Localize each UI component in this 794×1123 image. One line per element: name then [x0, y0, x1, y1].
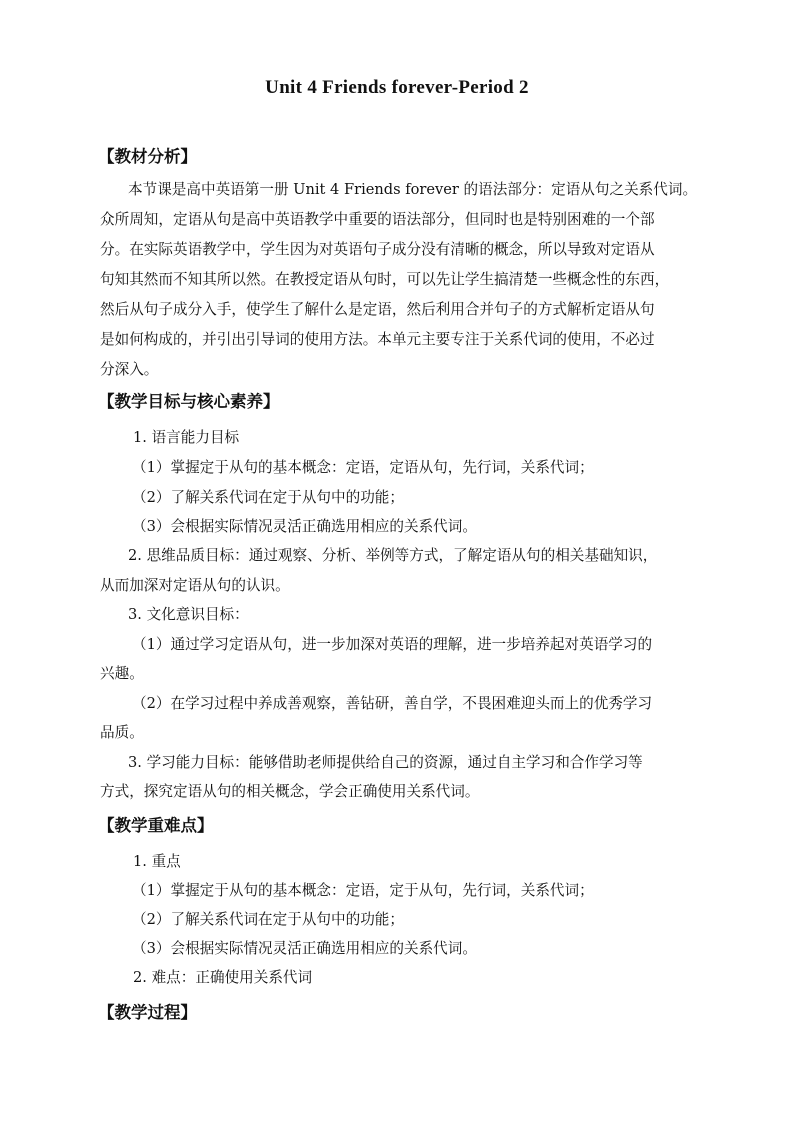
list-item-continuation: 方式，探究定语从句的相关概念，学会正确使用关系代词。 [100, 783, 480, 800]
paragraph-line: 本节课是高中英语第一册 Unit 4 Friends forever 的语法部分：定语从句之关系代词。 [128, 181, 698, 198]
list-item: 3. 学习能力目标：能够借助老师提供给自己的资源，通过自主学习和合作学习等 [128, 754, 643, 771]
list-item: （2）了解关系代词在定于从句中的功能； [132, 489, 404, 506]
paragraph-line: 分。在实际英语教学中，学生因为对英语句子成分没有清晰的概念，所以导致对定语从 [100, 241, 655, 258]
paragraph-line: 众所周知，定语从句是高中英语教学中重要的语法部分，但同时也是特别困难的一个部 [100, 211, 655, 228]
list-item: 2. 思维品质目标：通过观察、分析、举例等方式，了解定语从句的相关基础知识， [128, 547, 658, 564]
list-item: 2. 难点：正确使用关系代词 [133, 969, 313, 986]
list-item: 3. 文化意识目标： [128, 606, 249, 623]
list-item: （1）掌握定于从句的基本概念：定语，定语从句，先行词，关系代词； [132, 459, 594, 476]
section-heading-key-points: 【教学重难点】 [98, 816, 214, 835]
list-item: （3）会根据实际情况灵活正确选用相应的关系代词。 [132, 940, 477, 957]
document-title: Unit 4 Friends forever-Period 2 [265, 77, 529, 98]
list-item: 1. 语言能力目标 [133, 429, 240, 446]
list-item: （2）了解关系代词在定于从句中的功能； [132, 911, 404, 928]
paragraph-line: 分深入。 [100, 361, 159, 378]
list-item: 1. 重点 [133, 853, 181, 870]
list-item: （3）会根据实际情况灵活正确选用相应的关系代词。 [132, 518, 477, 535]
paragraph-line: 句知其然而不知其所以然。在教授定语从句时，可以先让学生搞清楚一些概念性的东西， [100, 271, 670, 288]
section-heading-process: 【教学过程】 [98, 1003, 197, 1022]
paragraph-line: 然后从句子成分入手，使学生了解什么是定语，然后利用合并句子的方式解析定语从句 [100, 301, 655, 318]
list-item-continuation: 从而加深对定语从句的认识。 [100, 577, 290, 594]
list-item-continuation: 品质。 [100, 724, 144, 741]
section-heading-objectives: 【教学目标与核心素养】 [98, 392, 280, 411]
list-item: （1）通过学习定语从句，进一步加深对英语的理解，进一步培养起对英语学习的 [132, 636, 653, 653]
section-heading-analysis: 【教材分析】 [98, 147, 197, 166]
list-item-continuation: 兴趣。 [100, 665, 144, 682]
paragraph-line: 是如何构成的，并引出引导词的使用方法。本单元主要专注于关系代词的使用，不必过 [100, 331, 655, 348]
list-item: （2）在学习过程中养成善观察，善钻研，善自学，不畏困难迎头而上的优秀学习 [132, 695, 653, 712]
list-item: （1）掌握定于从句的基本概念：定语，定于从句，先行词，关系代词； [132, 882, 594, 899]
